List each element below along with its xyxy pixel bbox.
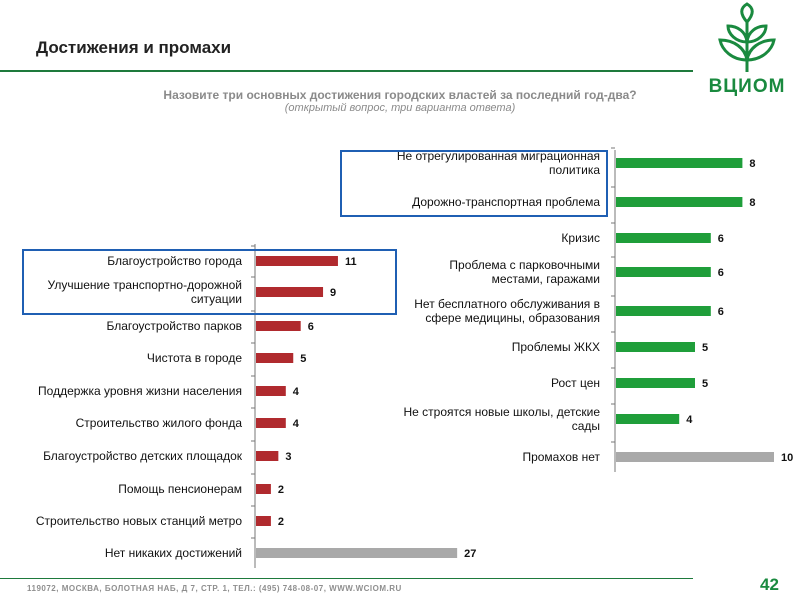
footer-divider	[0, 578, 693, 579]
bar	[616, 414, 679, 424]
data-label: 4	[292, 418, 299, 430]
question-text: Назовите три основных достижения городских властей за последний год-два?	[163, 88, 637, 102]
category-label: Благоустройство детских площадок	[43, 449, 242, 463]
bar	[256, 516, 271, 526]
category-label: Не отрегулированная миграционная политика	[396, 149, 600, 177]
bar	[256, 256, 338, 266]
category-label: Благоустройство города	[107, 254, 242, 268]
bar	[256, 287, 323, 297]
question-note: (открытый вопрос, три варианта ответа)	[284, 102, 516, 114]
category-label: Чистота в городе	[146, 351, 242, 365]
data-label: 8	[749, 158, 756, 170]
bar	[616, 233, 711, 243]
category-label: Помощь пенсионерам	[118, 482, 242, 496]
bar	[256, 484, 271, 494]
category-label: Кризис	[561, 231, 600, 245]
data-label: 2	[277, 516, 285, 528]
data-label: 9	[330, 287, 337, 299]
data-label: 4	[292, 386, 299, 398]
bar	[616, 158, 742, 168]
bar	[256, 418, 286, 428]
page-title: Достижения и промахи	[36, 38, 232, 57]
bar	[616, 197, 742, 207]
bar	[256, 548, 457, 558]
category-label: Нет никаких достижений	[104, 546, 242, 560]
data-label: 5	[702, 378, 709, 390]
bar	[256, 353, 293, 363]
category-label: Рост цен	[550, 376, 600, 390]
bar	[616, 452, 774, 462]
category-label: Нет бесплатного обслуживания в сфере медицины, образования	[414, 297, 600, 325]
data-label: 6	[717, 306, 724, 318]
bar	[616, 267, 711, 277]
category-label: Не строятся новые школы, детские сады	[403, 405, 600, 433]
page-number: 42	[760, 575, 779, 594]
category-label: Проблемы ЖКХ	[511, 340, 600, 354]
data-label: 27	[464, 548, 477, 560]
bar	[616, 378, 695, 388]
data-label: 10	[781, 452, 794, 464]
category-label: Проблема с парковочными местами, гаражами	[449, 258, 600, 286]
data-label: 8	[749, 197, 756, 209]
data-label: 3	[285, 451, 292, 463]
bar	[256, 451, 278, 461]
data-label: 4	[686, 414, 693, 426]
logo-text: ВЦИОМ	[708, 76, 786, 97]
category-label: Поддержка уровня жизни населения	[38, 384, 242, 398]
data-label: 6	[307, 321, 314, 333]
bar	[616, 306, 711, 316]
data-label: 2	[277, 484, 285, 496]
category-label: Строительство новых станций метро	[35, 514, 242, 528]
data-label: 5	[702, 342, 709, 354]
data-label: 5	[300, 353, 307, 365]
category-label: Благоустройство парков	[106, 319, 242, 333]
data-label: 6	[717, 233, 724, 245]
category-label: Промахов нет	[522, 450, 600, 464]
bar	[616, 342, 695, 352]
data-label: 6	[717, 267, 724, 279]
footer-address: 119072, МОСКВА, БОЛОТНАЯ НАБ, Д 7, СТР. 1, ТЕЛ.: (495) 748-08-07, WWW.WCIOM.RU	[27, 584, 402, 593]
category-label: Дорожно-транспортная проблема	[412, 195, 600, 209]
bar	[256, 386, 286, 396]
category-label: Улучшение транспортно-дорожной ситуации	[47, 278, 242, 306]
data-label: 11	[344, 256, 357, 268]
bar	[256, 321, 301, 331]
category-label: Строительство жилого фонда	[75, 416, 242, 430]
